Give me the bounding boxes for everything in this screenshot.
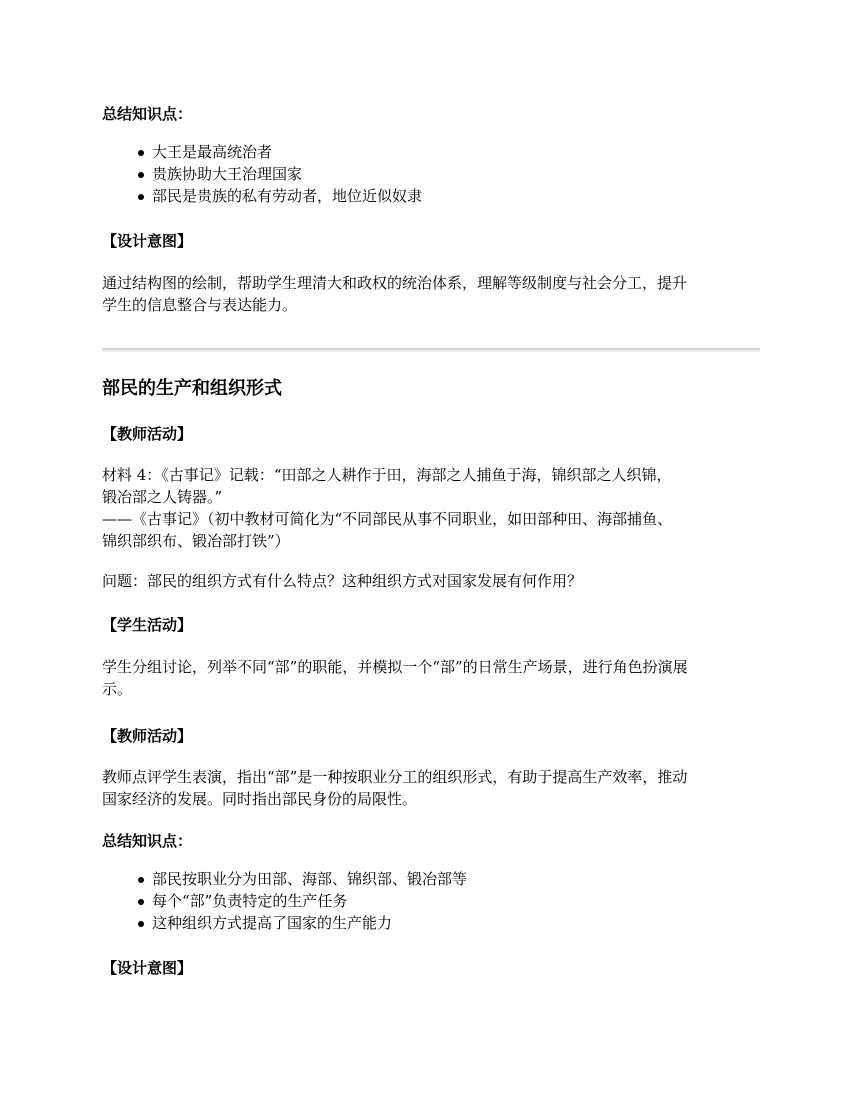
text-line: 锻冶部之人铸器。” bbox=[102, 488, 223, 506]
text-line: 教师点评学生表演，指出“部”是一种按职业分工的组织形式，有助于提高生产效率，推动 bbox=[102, 768, 688, 786]
question-text: 问题：部民的组织方式有什么特点？这种组织方式对国家发展有何作用？ bbox=[102, 572, 583, 590]
text-line: 材料 4：《古事记》记载：“田部之人耕作于田，海部之人捕鱼于海，锦织部之人织锦， bbox=[102, 466, 672, 484]
summary-list bbox=[102, 868, 467, 934]
section-title: 部民的生产和组织形式 bbox=[102, 378, 282, 399]
list-item: 这种组织方式提高了国家的生产能力 bbox=[102, 912, 467, 934]
list-item: 部民是贵族的私有劳动者，地位近似奴隶 bbox=[102, 185, 422, 207]
list-item: 每个“部”负责特定的生产任务 bbox=[102, 890, 467, 912]
design-intent-heading: 【设计意图】 bbox=[102, 959, 193, 977]
student-activity-paragraph bbox=[102, 656, 688, 700]
material-paragraph bbox=[102, 464, 672, 552]
text-line: ——《古事记》（初中教材可简化为“不同部民从事不同职业，如田部种田、海部捕鱼、 bbox=[102, 510, 673, 528]
text-line: 锦织部织布、锻冶部打铁”） bbox=[102, 532, 290, 550]
text-line: 示。 bbox=[102, 680, 133, 698]
summary-heading: 总结知识点： bbox=[102, 832, 193, 850]
list-item: 部民按职业分为田部、海部、锦织部、锻冶部等 bbox=[102, 868, 467, 890]
student-activity-heading: 【学生活动】 bbox=[102, 616, 193, 634]
text-line: 通过结构图的绘制，帮助学生理清大和政权的统治体系，理解等级制度与社会分工，提升 bbox=[102, 274, 688, 292]
teacher-activity-heading: 【教师活动】 bbox=[102, 727, 193, 745]
summary-heading: 总结知识点： bbox=[102, 105, 193, 123]
section-divider bbox=[102, 348, 760, 352]
text-line: 学生分组讨论，列举不同“部”的职能，并模拟一个“部”的日常生产场景，进行角色扮演展 bbox=[102, 658, 688, 676]
design-intent-paragraph bbox=[102, 272, 687, 316]
design-intent-heading: 【设计意图】 bbox=[102, 232, 193, 250]
summary-list bbox=[102, 141, 422, 207]
teacher-comment-paragraph bbox=[102, 766, 687, 810]
teacher-activity-heading: 【教师活动】 bbox=[102, 425, 193, 443]
text-line: 学生的信息整合与表达能力。 bbox=[102, 296, 298, 314]
list-item: 大王是最高统治者 bbox=[102, 141, 422, 163]
text-line: 国家经济的发展。同时指出部民身份的局限性。 bbox=[102, 790, 418, 808]
list-item: 贵族协助大王治理国家 bbox=[102, 163, 422, 185]
